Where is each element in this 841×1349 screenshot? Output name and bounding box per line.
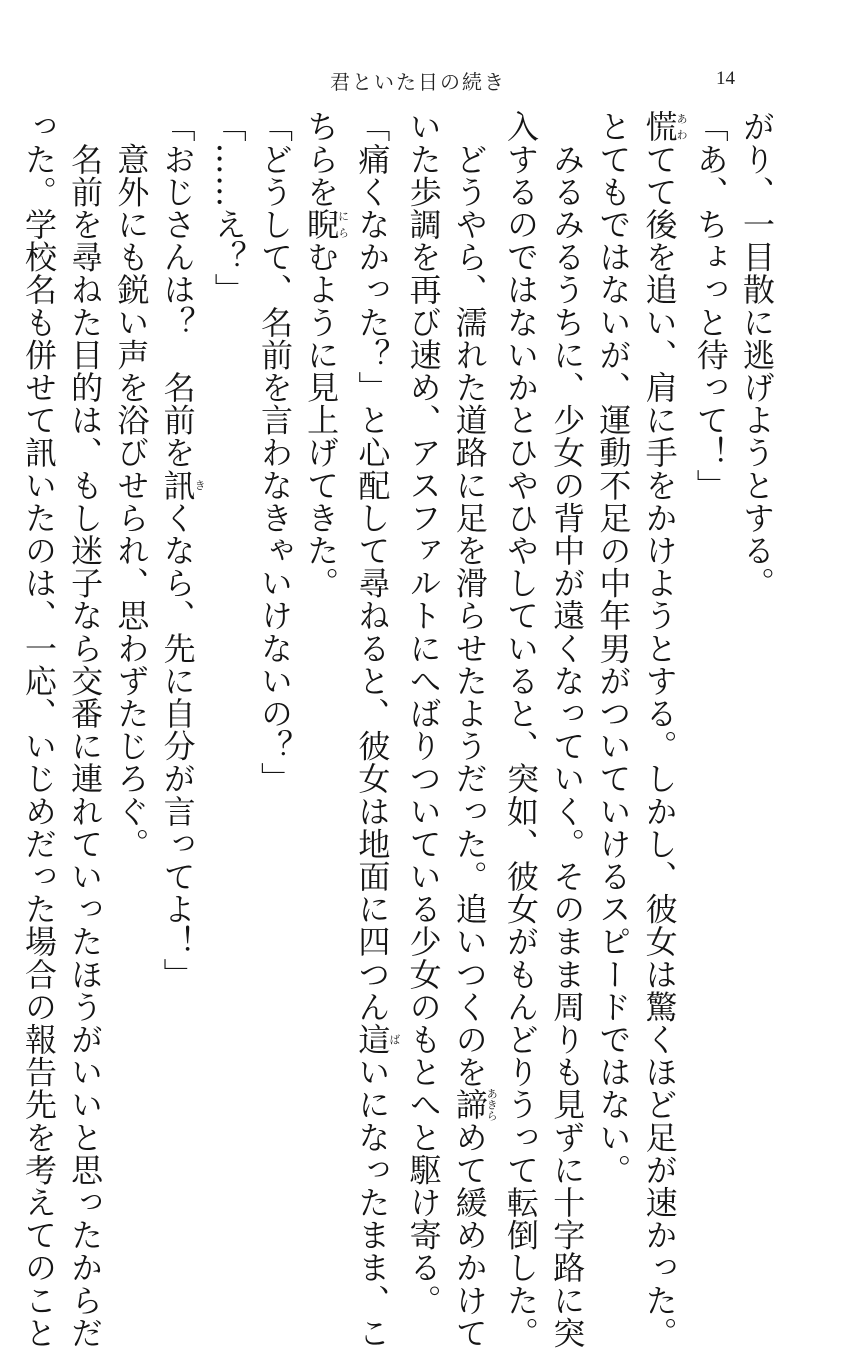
page-number: 14 [716,68,735,89]
text-line: 「痛くなかった？」と心配して尋ねると、彼女は地面に四つん這ばいになったまま、こ [353,110,401,1349]
ruby-annotation: 這ば [353,1022,401,1056]
text-line: った。学校名も併せて訊いたのは、一応、いじめだった場合の報告先を考えてのこと [19,110,58,1349]
text-line: 「おじさんは？ 名前を訊きくなら、先に自分が言ってよ！」 [158,110,207,991]
text-line: とてもではないが、運動不足の中年男がついていけるスピードではない。 [594,110,633,1186]
text-line: 「あ、ちょっと待って！」 [691,110,730,502]
vertical-body-text [19,110,780,1349]
ruby-annotation: 睨にら [302,207,350,241]
text-line: 慌あわてて後を追い、肩に手をかけようとする。しかし、彼女は驚くほど足が速かった。 [640,110,689,1349]
text-line: いた歩調を再び速め、アスファルトにへばりついている少女のもとへと駆け寄る。 [404,110,443,1317]
running-head-title: 君といた日の続き [330,70,506,94]
text-line: 入するのではないかとひやひやしていると、突如、彼女がもんどりうって転倒した。 [501,110,540,1349]
text-line: ちらを睨にらむように見上げてきた。 [302,110,350,600]
ruby-annotation: 諦あきら [450,1087,499,1121]
ruby-annotation: 慌あわ [640,110,689,143]
text-line: 名前を尋ねた目的は、もし迷子なら交番に連れていったほうがいいと思ったからだ [66,110,105,1349]
text-line: 「どうして、名前を言わなきゃいけないの？」 [255,110,294,795]
text-line: 「……え？」 [209,110,248,306]
text-line: どうやら、濡れた道路に足を滑らせたようだった。追いつくのを諦あきらめて緩めかけて [450,110,499,1349]
text-line: みるみるうちに、少女の背中が遠くなっていく。そのまま周りも見ずに十字路に突 [548,110,587,1349]
text-line: 意外にも鋭い声を浴びせられ、思わずたじろぐ。 [112,110,151,860]
text-line: がり、一目散に逃げようとする。 [738,110,776,599]
ruby-annotation: 訊き [158,468,207,502]
